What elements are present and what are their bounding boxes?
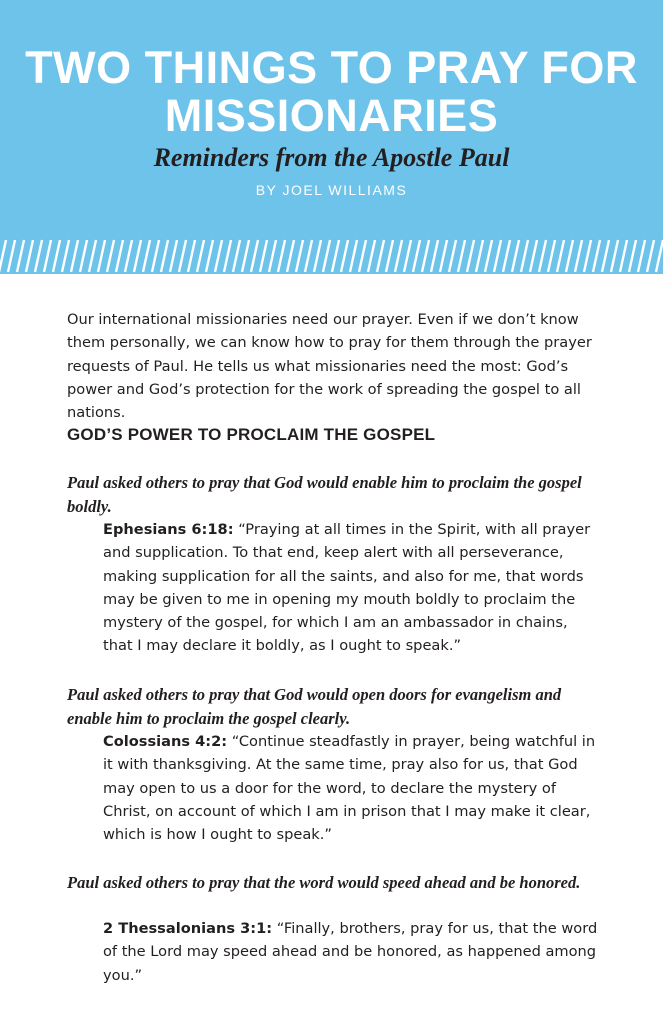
- hash-mark: [287, 240, 294, 272]
- hash-mark: [539, 240, 546, 272]
- hash-mark: [179, 240, 186, 272]
- hash-mark: [602, 240, 609, 272]
- scripture-reference-3: 2 Thessalonians 3:1:: [103, 920, 273, 937]
- hash-mark: [476, 240, 483, 272]
- hash-mark: [197, 240, 204, 272]
- scripture-text-2: “Continue steadfastly in prayer, being watchful in it with thanksgiving. At the same time, pray also for us, that God may open to us a door for the word, to declare the mystery of Christ, on account of which I am in prison that I may make it clear, which is how I ought to speak.”: [103, 733, 596, 844]
- decorative-hash-stripe: [0, 238, 663, 274]
- hash-mark: [341, 240, 348, 272]
- hash-mark: [8, 240, 15, 272]
- hash-mark: [620, 240, 627, 272]
- hash-stripe-graphic: [0, 238, 663, 274]
- header-banner: [0, 0, 663, 238]
- hash-mark: [44, 240, 51, 272]
- hash-mark: [89, 240, 96, 272]
- hash-mark: [548, 240, 555, 272]
- page-subtitle: Reminders from the Apostle Paul: [153, 143, 510, 172]
- hash-mark: [404, 240, 411, 272]
- hash-mark: [386, 240, 393, 272]
- hash-mark: [359, 240, 366, 272]
- hash-mark: [584, 240, 591, 272]
- intro-paragraph: Our international missionaries need our prayer. Even if we don’t know them personally, we can know how to pray for them through the prayer requests of Paul. He tells us what missionaries need the most: God’s power and God’s protection for the work of spreading the gospel to all nations.: [67, 311, 592, 422]
- hash-mark: [107, 240, 114, 272]
- hash-mark: [557, 240, 564, 272]
- hash-mark: [314, 240, 321, 272]
- hash-mark: [269, 240, 276, 272]
- hash-mark: [152, 240, 159, 272]
- prayer-request-3: Paul asked others to pray that the word would speed ahead and be honored.: [67, 873, 581, 892]
- hash-mark: [593, 240, 600, 272]
- hash-mark: [296, 240, 303, 272]
- hash-mark: [611, 240, 618, 272]
- scripture-reference-2: Colossians 4:2:: [103, 733, 228, 750]
- hash-mark: [233, 240, 240, 272]
- hash-mark: [242, 240, 249, 272]
- hash-mark: [422, 240, 429, 272]
- hash-mark: [62, 240, 69, 272]
- scripture-quote-3: [103, 917, 600, 987]
- hash-mark: [143, 240, 150, 272]
- hash-mark: [53, 240, 60, 272]
- hash-mark: [161, 240, 168, 272]
- hash-mark: [413, 240, 420, 272]
- scripture-quote-1: [103, 518, 600, 658]
- hash-mark: [575, 240, 582, 272]
- prayer-request-1: Paul asked others to pray that God would enable him to proclaim the gospel boldly.: [67, 473, 582, 516]
- hash-mark: [521, 240, 528, 272]
- hash-mark: [125, 240, 132, 272]
- hash-mark: [35, 240, 42, 272]
- scripture-text-1: “Praying at all times in the Spirit, with all prayer and supplication. To that end, keep alert with all perseverance, making supplication for all the saints, and also for me, that words may be given to me in opening my mouth boldly to proclaim the mystery of the gospel, for which I am an ambassador in chains, that I may declare it boldly, as I ought to speak.”: [103, 521, 591, 655]
- hash-mark: [638, 240, 645, 272]
- hash-mark: [530, 240, 537, 272]
- hash-mark: [395, 240, 402, 272]
- hash-mark: [467, 240, 474, 272]
- section-heading: GOD’S POWER TO PROCLAIM THE GOSPEL: [67, 425, 436, 444]
- hash-mark: [215, 240, 222, 272]
- hash-mark: [80, 240, 87, 272]
- hash-mark: [350, 240, 357, 272]
- hash-mark: [323, 240, 330, 272]
- hash-mark: [629, 240, 636, 272]
- hash-mark: [134, 240, 141, 272]
- hash-mark: [485, 240, 492, 272]
- hash-mark: [251, 240, 258, 272]
- hash-mark: [656, 240, 663, 272]
- hash-mark: [377, 240, 384, 272]
- hash-mark: [206, 240, 213, 272]
- hash-mark: [494, 240, 501, 272]
- hash-mark: [0, 240, 6, 272]
- author-byline: BY JOEL WILLIAMS: [255, 182, 408, 198]
- hash-mark: [98, 240, 105, 272]
- hash-mark: [368, 240, 375, 272]
- scripture-reference-1: Ephesians 6:18:: [103, 521, 234, 538]
- scripture-text-3: “Finally, brothers, pray for us, that the word of the Lord may speed ahead and be honored, as happened among you.”: [103, 920, 598, 984]
- hash-mark: [332, 240, 339, 272]
- hash-mark: [431, 240, 438, 272]
- hash-mark: [512, 240, 519, 272]
- hash-mark: [503, 240, 510, 272]
- hash-mark: [260, 240, 267, 272]
- hash-mark: [188, 240, 195, 272]
- hash-mark: [116, 240, 123, 272]
- hash-mark: [449, 240, 456, 272]
- hash-mark: [278, 240, 285, 272]
- hash-mark: [647, 240, 654, 272]
- hash-mark: [26, 240, 33, 272]
- hash-mark: [440, 240, 447, 272]
- hash-mark: [458, 240, 465, 272]
- scripture-quote-2: [103, 730, 600, 846]
- hash-mark: [305, 240, 312, 272]
- hash-mark: [224, 240, 231, 272]
- hash-mark: [17, 240, 24, 272]
- hash-mark: [566, 240, 573, 272]
- page-title: TWO THINGS TO PRAY FOR MISSIONARIES: [25, 42, 638, 141]
- hash-mark: [71, 240, 78, 272]
- hash-mark: [170, 240, 177, 272]
- prayer-request-2: Paul asked others to pray that God would open doors for evangelism and enable him to proclaim the gospel clearly.: [67, 685, 562, 728]
